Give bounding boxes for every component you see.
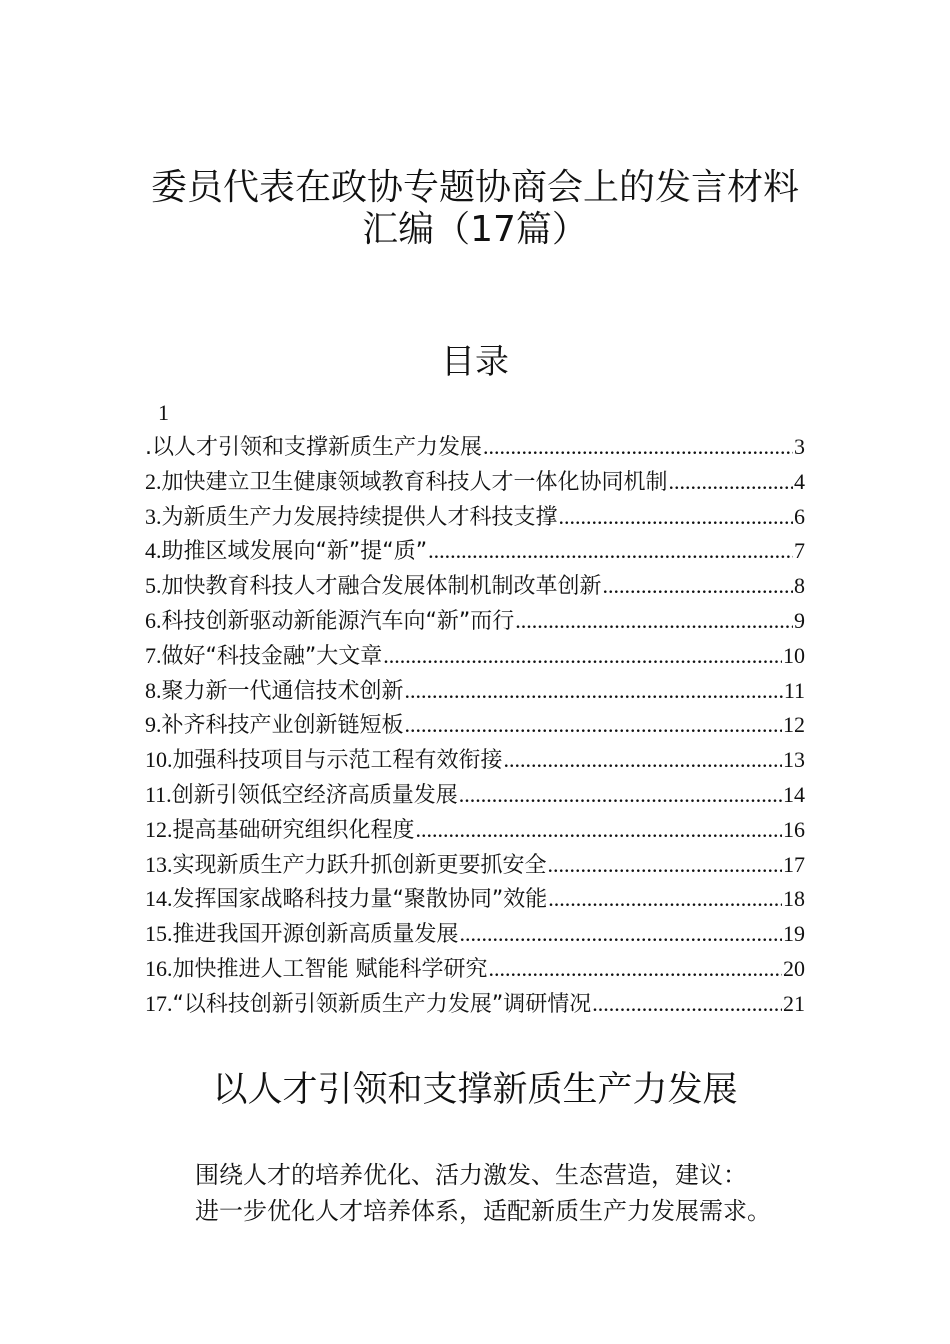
toc-entry-page: 20 [783,955,805,981]
toc-dot-leader [483,430,793,465]
toc-dot-leader [383,639,782,674]
section-title: 以人才引领和支撑新质生产力发展 [212,1070,738,1110]
toc-entry-text: 加快建立卫生健康领域教育科技人才一体化协同机制 [161,469,668,495]
toc-entry-title [145,813,415,848]
toc-entry-number: 17. [145,990,173,1016]
toc-entry[interactable] [145,987,805,1022]
toc-entry-number: 6. [145,607,162,633]
toc-entry-title [145,569,602,604]
toc-entry-page: 3 [794,434,805,459]
toc-entry-title [145,882,547,917]
toc-dot-leader [669,465,793,500]
toc-entry-number: 4. [145,538,162,564]
toc-dot-leader [405,708,782,743]
toc-entry-page: 13 [783,747,805,773]
body-paragraph-2: 进一步优化人才培养体系，适配新质生产力发展需求。 [195,1197,771,1225]
toc-dot-leader [603,569,793,604]
toc-dot-leader [489,952,783,987]
toc-entry-number: 16. [145,955,173,981]
toc-entry[interactable] [145,674,805,709]
toc-entry-title [145,674,404,709]
toc-entry-title [145,465,668,500]
toc-entry-page: 19 [783,921,805,947]
toc-entry-number: 14. [145,886,173,912]
toc-entry-page: 12 [783,712,805,738]
toc-heading: 目录 [441,342,509,382]
toc-entry-number: 15. [145,921,173,947]
toc-entry-text: 聚力新一代通信技术创新 [161,678,404,704]
toc-entry-text: 科技创新驱动新能源汽车向“新”而行 [161,608,515,634]
toc-entry-number: 11. [145,781,172,807]
body-paragraph-1: 围绕人才的培养优化、活力激发、生态营造，建议： [195,1161,747,1189]
toc-entry[interactable] [145,639,805,674]
toc-entry-number: 8. [145,677,162,703]
toc-entry-page: 4 [794,468,805,494]
toc-dot-leader [459,778,782,813]
toc-dot-leader [515,604,793,639]
toc-entry-title [145,848,547,883]
toc-entry[interactable] [145,952,805,987]
toc-entry[interactable] [145,848,805,883]
toc-dot-leader [592,987,782,1022]
toc-dot-leader [460,917,782,952]
toc-entry-page: 16 [783,816,805,842]
toc-dot-leader [428,534,793,569]
toc-entry-title [145,987,591,1022]
toc-entry-text: 提高基础研究组织化程度 [172,817,415,843]
toc-entry-page: 8 [794,573,805,599]
toc-entry[interactable] [145,430,805,465]
toc-entry[interactable] [145,604,805,639]
toc-entry-title [145,952,488,987]
toc-entry[interactable] [145,778,805,813]
toc-entry-text: 创新引领低空经济高质量发展 [171,782,458,808]
toc-entry-text: 加强科技项目与示范工程有效衔接 [172,748,503,774]
toc-entry-page: 9 [794,607,805,633]
document-title-line-2: 汇编（17篇） [362,209,588,250]
toc-entry-title [145,534,427,569]
toc-entry[interactable] [145,708,805,743]
toc-entry-page: 17 [783,851,805,877]
toc-entry-page: 21 [783,990,805,1016]
toc-entry-page: 18 [783,886,805,912]
toc-entry-text: 发挥国家战略科技力量“聚散协同”效能 [172,887,548,913]
toc-entry-text: 加快推进人工智能 赋能科学研究 [172,956,488,982]
toc-entry-number: 12. [145,816,173,842]
toc-entry-page: 14 [783,781,805,807]
toc-dot-leader [405,674,783,709]
toc-entry-text: 推进我国开源创新高质量发展 [172,922,459,948]
toc-entry-number: 5. [145,573,162,599]
toc-entry-text: 助推区域发展向“新”提“质” [161,539,428,565]
toc-entry-title [145,708,404,743]
toc-dot-leader [504,743,782,778]
toc-entry-title [145,743,503,778]
toc-dot-leader [559,500,793,535]
toc-entry[interactable] [145,743,805,778]
toc-entry[interactable] [145,534,805,569]
toc-marker: 1 [158,400,169,425]
toc-entry-number: 10. [145,747,173,773]
toc-entry-text: .以人才引领和支撑新质生产力发展 [145,435,482,460]
toc-entry[interactable] [145,882,805,917]
toc-dot-leader [548,848,782,883]
toc-entry-page: 11 [783,677,805,703]
toc-entry[interactable] [145,813,805,848]
toc-entry-title [145,778,458,813]
toc-entry-text: 做好“科技金融”大文章 [161,643,383,669]
toc-dot-leader [416,813,782,848]
toc-entry-title [145,639,382,674]
toc-entry-number: 9. [145,712,162,738]
toc-dot-leader [548,882,782,917]
toc-entry-number: 13. [145,851,173,877]
toc-entry-page: 10 [783,642,805,668]
table-of-contents [145,430,805,1022]
toc-entry-title [145,430,482,465]
toc-entry-page: 6 [794,503,805,529]
toc-entry-text: 为新质生产力发展持续提供人才科技支撑 [161,504,558,530]
toc-entry[interactable] [145,500,805,535]
toc-entry-title [145,917,459,952]
toc-entry-number: 2. [145,468,162,494]
toc-entry[interactable] [145,917,805,952]
toc-entry-text: “以科技创新引领新质生产力发展”调研情况 [172,991,592,1017]
toc-entry-number: 3. [145,503,162,529]
toc-entry-page: 7 [794,538,805,564]
toc-entry[interactable] [145,569,805,604]
toc-entry-title [145,500,558,535]
toc-entry-text: 实现新质生产力跃升抓创新更要抓安全 [172,852,547,878]
toc-entry-text: 补齐科技产业创新链短板 [161,713,404,739]
toc-entry-number: 7. [145,642,162,668]
document-title-line-1: 委员代表在政协专题协商会上的发言材料 [150,167,799,208]
toc-entry[interactable] [145,465,805,500]
toc-entry-text: 加快教育科技人才融合发展体制机制改革创新 [161,574,602,600]
toc-entry-title [145,604,514,639]
